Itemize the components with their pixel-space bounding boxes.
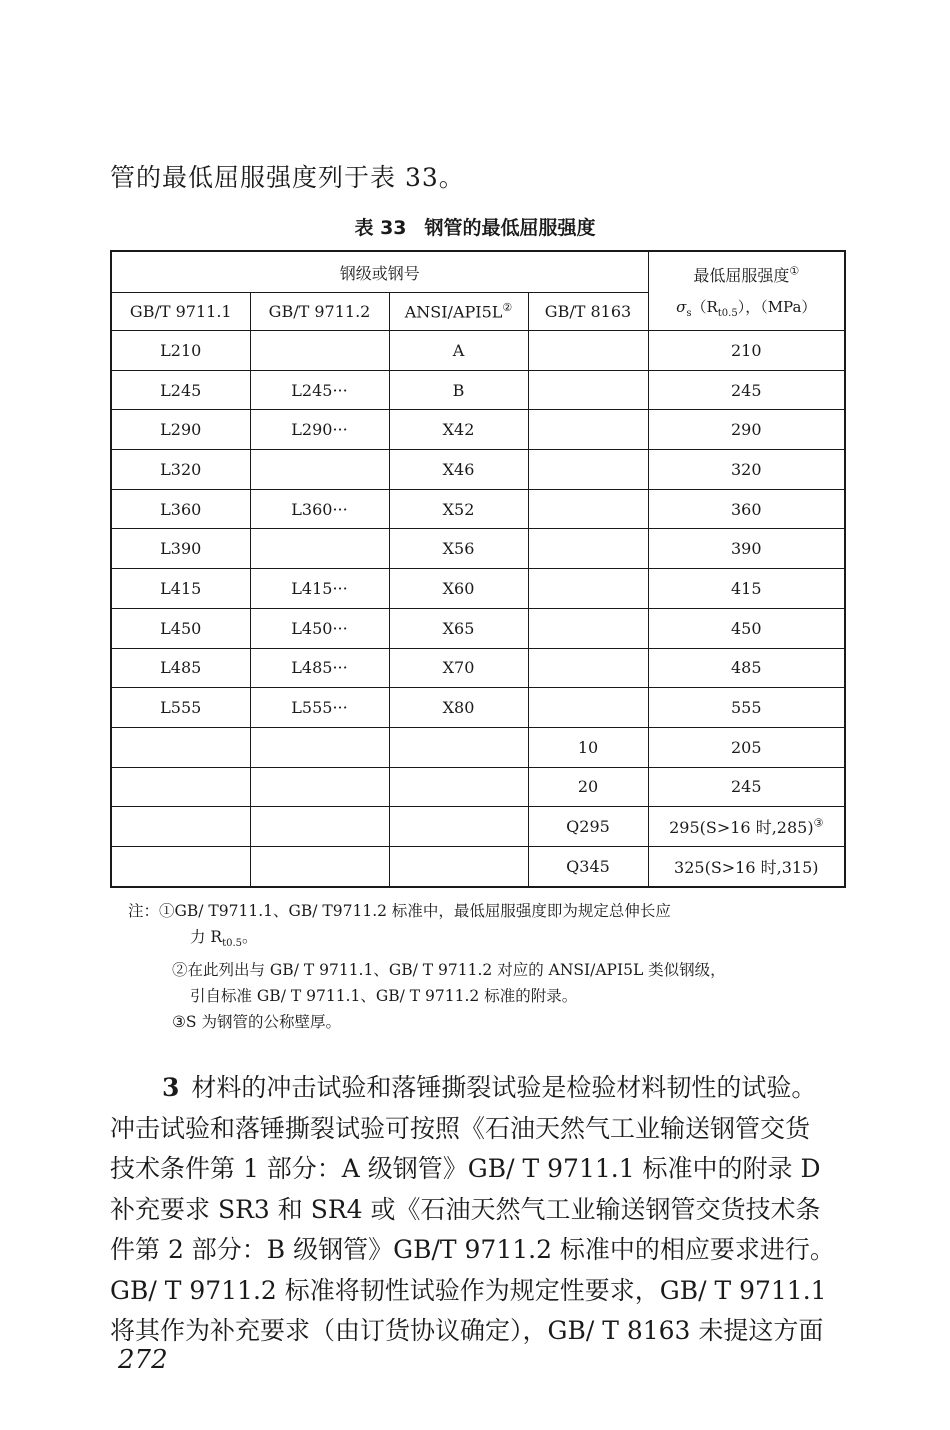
cell-value: 295(S>16 时,285): [669, 818, 814, 838]
cell-value: X46: [442, 459, 475, 479]
table-cell: [528, 370, 648, 410]
table-cell: [111, 450, 250, 490]
table-row: [111, 450, 845, 490]
table-cell: [648, 807, 845, 847]
table-cell: [528, 608, 648, 648]
table-cell: [250, 807, 389, 847]
paragraph-line: 补充要求 SR3 和 SR4 或《石油天然气工业输送钢管交货技术条: [110, 1194, 821, 1224]
table-cell: [250, 608, 389, 648]
table-cell: [528, 489, 648, 529]
r-symbol: （R: [691, 298, 718, 316]
table-cell: [111, 569, 250, 609]
table-cell: [111, 688, 250, 728]
yield-header-unit: [649, 296, 845, 319]
table-row: [111, 569, 845, 609]
page-number: 272: [118, 1345, 168, 1375]
table-cell: [111, 370, 250, 410]
table-cell: [648, 648, 845, 688]
paragraph-line: 技术条件第 1 部分：A 级钢管》GB/ T 9711.1 标准中的附录 D: [110, 1154, 821, 1183]
intro-sentence: 管的最低屈服强度列于表 33。: [110, 163, 465, 192]
table-cell: [528, 807, 648, 847]
column-header: GB/T 9711.1: [111, 293, 250, 331]
cell-value: X56: [442, 539, 475, 559]
table-row: [111, 846, 845, 886]
cell-value: L415···: [291, 578, 348, 598]
table-cell: [528, 648, 648, 688]
section-3-paragraph: [110, 1068, 848, 1352]
table-caption-number: 表 33: [354, 217, 407, 239]
table-row: [111, 688, 845, 728]
cell-value: X65: [442, 618, 475, 638]
table-cell: [389, 727, 528, 767]
paragraph-text: 材料的冲击试验和落锤撕裂试验是检验材料韧性的试验。: [191, 1073, 817, 1102]
note-3: ③S 为钢管的公称壁厚。: [172, 1013, 341, 1032]
table-row: [111, 807, 845, 847]
table-caption-title: 钢管的最低屈服强度: [424, 217, 596, 239]
table-cell: [250, 688, 389, 728]
cell-value: 10: [577, 737, 599, 757]
table-cell: [389, 688, 528, 728]
cell-value: L290···: [291, 420, 348, 440]
table-cell: [389, 331, 528, 371]
table-cell: [111, 727, 250, 767]
table-cell: [250, 331, 389, 371]
cell-value: 245: [730, 380, 762, 400]
cell-value: X52: [442, 499, 475, 519]
note-2-line-1: ②在此列出与 GB/ T 9711.1、GB/ T 9711.2 对应的 ANSI/API5L 类似钢级，: [172, 961, 726, 980]
table-cell: [111, 489, 250, 529]
cell-value: L415: [160, 578, 202, 598]
table-cell: [648, 450, 845, 490]
table-cell: [389, 807, 528, 847]
cell-value: L485: [160, 658, 202, 678]
column-header: GB/T 8163: [528, 293, 648, 331]
table-cell: [528, 767, 648, 807]
table-caption: [0, 213, 950, 240]
cell-value: L555···: [291, 698, 348, 718]
cell-value: L485···: [291, 658, 348, 678]
note-text: 。: [242, 928, 258, 946]
table-cell: [250, 489, 389, 529]
note-2-line-2: 引自标准 GB/ T 9711.1、GB/ T 9711.2 标准的附录。: [190, 987, 578, 1006]
cell-value: 290: [730, 420, 762, 440]
table-cell: [648, 410, 845, 450]
footnote-mark: ③: [813, 816, 824, 830]
paragraph-line: 将其作为补充要求（由订货协议确定），GB/ T 8163 未提这方面: [110, 1316, 824, 1345]
table-cell: [528, 569, 648, 609]
yield-strength-table: [110, 250, 846, 888]
note-subscript: t0.5: [222, 938, 243, 950]
table-cell: [111, 331, 250, 371]
table-cell: [648, 569, 845, 609]
table-cell: [528, 846, 648, 886]
table-row: [111, 767, 845, 807]
cell-value: L245: [160, 380, 202, 400]
cell-value: X42: [442, 420, 475, 440]
yield-header-title: [649, 263, 845, 286]
table-cell: [528, 688, 648, 728]
cell-value: X70: [442, 658, 475, 678]
cell-value: L290: [160, 420, 202, 440]
cell-value: 320: [730, 459, 762, 479]
table-cell: [111, 767, 250, 807]
table-cell: [111, 410, 250, 450]
table-row: [111, 648, 845, 688]
table-cell: [250, 529, 389, 569]
cell-value: Q345: [566, 856, 610, 876]
cell-value: L360···: [291, 499, 348, 519]
cell-value: Q295: [566, 817, 610, 837]
table-cell: [389, 450, 528, 490]
column-header-text: ANSI/API5L: [404, 302, 503, 322]
paragraph-line: [110, 1068, 848, 1109]
table-cell: [111, 846, 250, 886]
table-cell: [250, 450, 389, 490]
cell-value: X80: [442, 698, 475, 718]
table-cell: [389, 767, 528, 807]
group-header-cell: 钢级或钢号: [111, 251, 648, 293]
cell-value: L450···: [291, 618, 348, 638]
table-row: [111, 370, 845, 410]
cell-value: 485: [730, 658, 762, 678]
table-row: [111, 608, 845, 648]
yield-header-cell: [648, 251, 845, 331]
table-row: [111, 727, 845, 767]
note-1-line-2: [128, 924, 848, 957]
table-cell: [648, 489, 845, 529]
table-cell: [389, 846, 528, 886]
cell-value: 555: [730, 698, 762, 718]
table-cell: [528, 450, 648, 490]
unit-text: ），（MPa）: [737, 298, 817, 316]
table-header-row: [111, 251, 845, 293]
table-body: [111, 331, 845, 887]
cell-value: 205: [730, 737, 762, 757]
table-cell: [528, 410, 648, 450]
table-cell: [250, 767, 389, 807]
table-cell: [648, 767, 845, 807]
table-cell: [648, 370, 845, 410]
table-cell: [250, 846, 389, 886]
footnote-mark: ②: [502, 301, 513, 315]
table-cell: [389, 608, 528, 648]
table-cell: [648, 846, 845, 886]
r-subscript: t0.5: [717, 308, 738, 319]
table-row: [111, 410, 845, 450]
cell-value: L210: [160, 340, 202, 360]
sigma-subscript: s: [686, 308, 692, 319]
table-cell: [528, 727, 648, 767]
footnote-mark: ①: [789, 264, 800, 278]
cell-value: 20: [577, 777, 599, 797]
table-cell: [648, 688, 845, 728]
table-cell: [111, 608, 250, 648]
table-cell: [111, 648, 250, 688]
paragraph-line: GB/ T 9711.2 标准将韧性试验作为规定性要求，GB/ T 9711.1: [110, 1275, 827, 1305]
cell-value: 390: [730, 539, 762, 559]
section-number: 3: [162, 1073, 180, 1102]
cell-value: 450: [730, 618, 762, 638]
cell-value: B: [452, 380, 465, 400]
cell-value: 245: [730, 777, 762, 797]
table-cell: [389, 529, 528, 569]
cell-value: L390: [160, 539, 202, 559]
note-text: 力 R: [190, 928, 223, 946]
table-cell: [389, 648, 528, 688]
table-row: [111, 529, 845, 569]
table-cell: [528, 331, 648, 371]
table-cell: [250, 727, 389, 767]
table-cell: [389, 410, 528, 450]
table-cell: [389, 370, 528, 410]
column-header: GB/T 9711.2: [250, 293, 389, 331]
note-1-line-1: 注：①GB/ T9711.1、GB/ T9711.2 标准中，最低屈服强度即为规定总伸长应: [128, 902, 671, 920]
table-row: [111, 489, 845, 529]
cell-value: 360: [730, 499, 762, 519]
paragraph-line: 冲击试验和落锤撕裂试验可按照《石油天然气工业输送钢管交货: [110, 1113, 811, 1143]
cell-value: 325(S>16 时,315): [674, 857, 819, 877]
table-cell: [389, 489, 528, 529]
cell-value: L555: [160, 698, 202, 718]
cell-value: L320: [160, 459, 202, 479]
cell-value: L450: [160, 618, 202, 638]
cell-value: X60: [442, 578, 475, 598]
cell-value: L245···: [291, 380, 348, 400]
table-cell: [111, 807, 250, 847]
cell-value: L360: [160, 499, 202, 519]
table-cell: [250, 370, 389, 410]
table-cell: [250, 648, 389, 688]
paragraph-line: 件第 2 部分：B 级钢管》GB/T 9711.2 标准中的相应要求进行。: [110, 1235, 835, 1264]
cell-value: A: [452, 340, 465, 360]
cell-value: 415: [730, 578, 762, 598]
table-row: [111, 331, 845, 371]
table-cell: [250, 569, 389, 609]
table-cell: [528, 529, 648, 569]
sigma-symbol: σ: [676, 298, 687, 316]
table-cell: [250, 410, 389, 450]
table-cell: [648, 608, 845, 648]
table-notes: [128, 898, 848, 1035]
cell-value: 210: [730, 340, 762, 360]
column-header: [389, 293, 528, 331]
table-cell: [111, 529, 250, 569]
yield-header-text: 最低屈服强度: [693, 266, 790, 285]
table-cell: [648, 529, 845, 569]
table-cell: [648, 727, 845, 767]
table-cell: [648, 331, 845, 371]
table-cell: [389, 569, 528, 609]
